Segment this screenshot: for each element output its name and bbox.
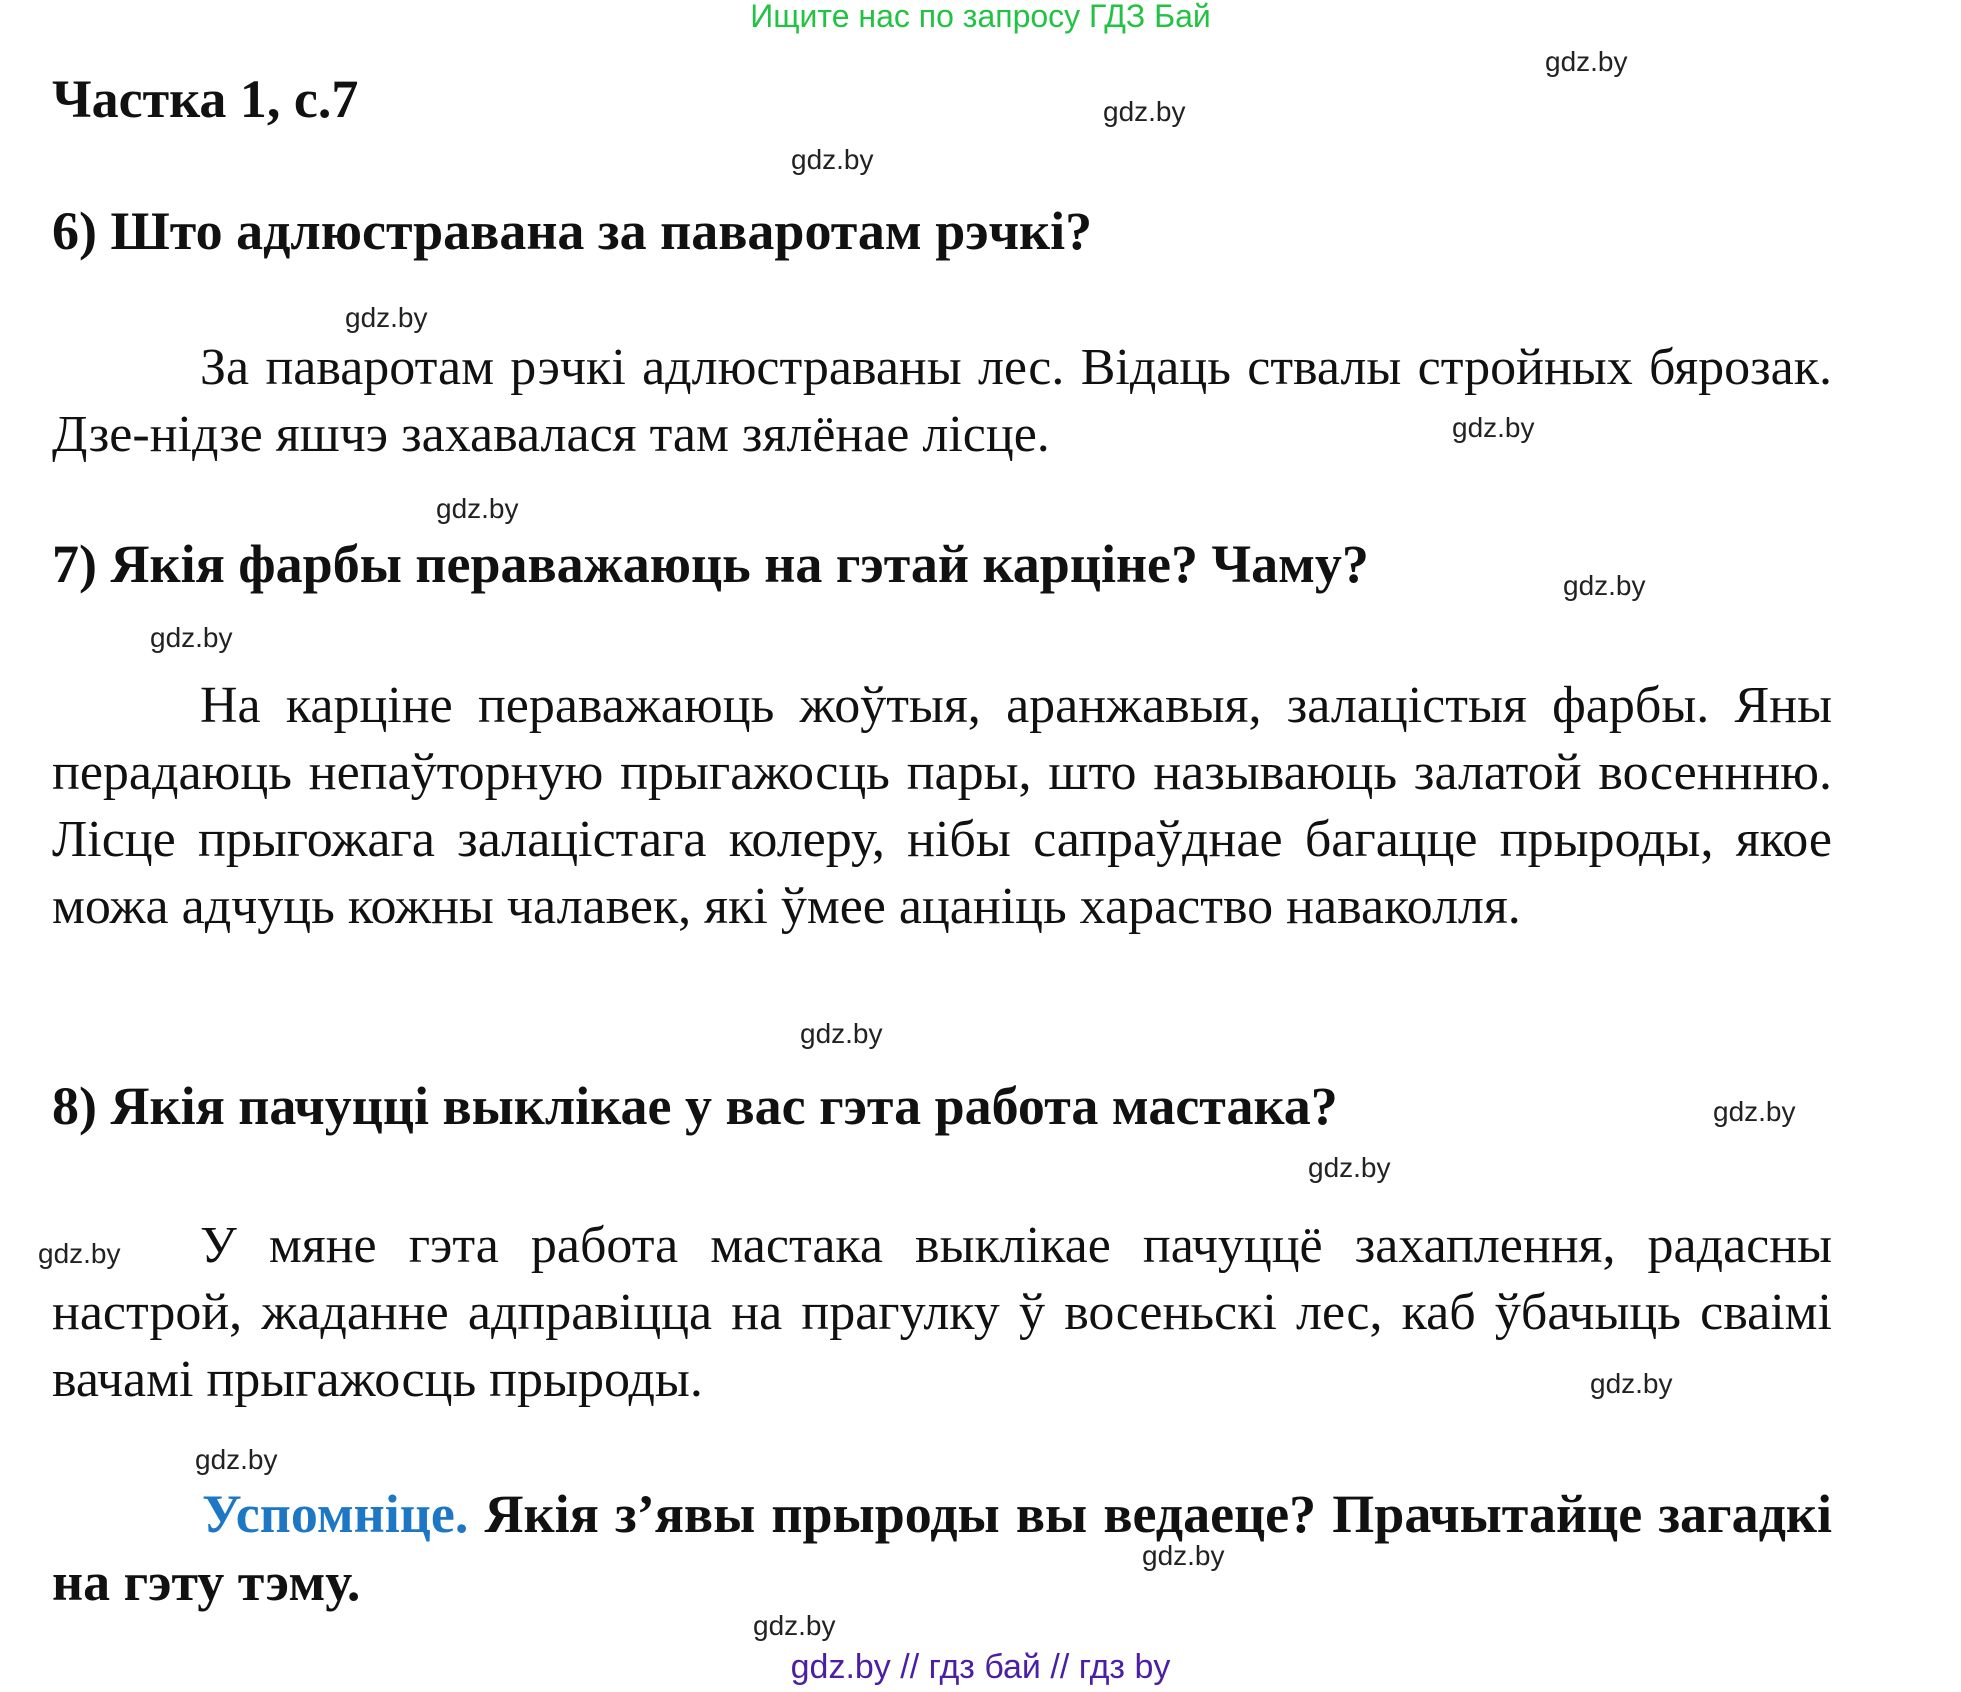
watermark: gdz.by <box>1142 1540 1225 1571</box>
watermark: gdz.by <box>791 144 874 175</box>
watermark: gdz.by <box>1563 570 1646 601</box>
remember-text: Якія з’явы прыроды вы ведаеце? Прачытайце загадкі на гэту тэму. <box>52 1484 1832 1612</box>
watermark: gdz.by <box>38 1238 121 1269</box>
watermark: gdz.by <box>1452 412 1535 443</box>
watermark: gdz.by <box>1713 1096 1796 1127</box>
question-6: 6) Што адлюстравана за паваротам рэчкі? <box>52 201 1093 261</box>
page-heading: Частка 1, с.7 <box>52 69 359 129</box>
answer-6: За паваротам рэчкі адлюстраваны лес. Відаць ствалы стройных бярозак. Дзе-нідзе яшчэ захавалася там зялёнае лісце. <box>52 339 1832 463</box>
watermark: gdz.by <box>436 493 519 524</box>
answer-8: У мяне гэта работа мастака выклікае пачуццё захаплення, радасны настрой, жаданне адправіцца на прагулку ў восеньскі лес, каб ўбачыць сваімі вачамі прыгажосць прыроды. <box>52 1217 1832 1408</box>
watermark: gdz.by <box>195 1444 278 1475</box>
remember-label: Успомніце. <box>202 1484 469 1544</box>
top-banner: Ищите нас по запросу ГДЗ Бай <box>750 0 1211 34</box>
question-8: 8) Якія пачуцці выклікае у вас гэта работа мастака? <box>52 1076 1338 1136</box>
watermark: gdz.by <box>753 1610 836 1641</box>
watermark: gdz.by <box>1103 96 1186 127</box>
question-7: 7) Якія фарбы пераважаюць на гэтай карціне? Чаму? <box>52 534 1369 594</box>
watermark: gdz.by <box>1545 46 1628 77</box>
remember-task <box>52 1480 1832 1616</box>
answer-7: На карціне пераважаюць жоўтыя, аранжавыя, залацістыя фарбы. Яны перадаюць непаўторную прыгажосць пары, што называюць залатой восеннню. Лісце прыгожага залацістага колеру, нібы сапраўднае багацце прыроды, якое можа адчуць кожны чалавек, які ўмее ацаніць хараство наваколля. <box>52 677 1832 935</box>
watermark: gdz.by <box>345 302 428 333</box>
footer: gdz.by // гдз бай // гдз by <box>790 1648 1171 1686</box>
watermark: gdz.by <box>1308 1152 1391 1183</box>
watermark: gdz.by <box>800 1018 883 1049</box>
watermark: gdz.by <box>150 622 233 653</box>
watermark: gdz.by <box>1590 1368 1673 1399</box>
